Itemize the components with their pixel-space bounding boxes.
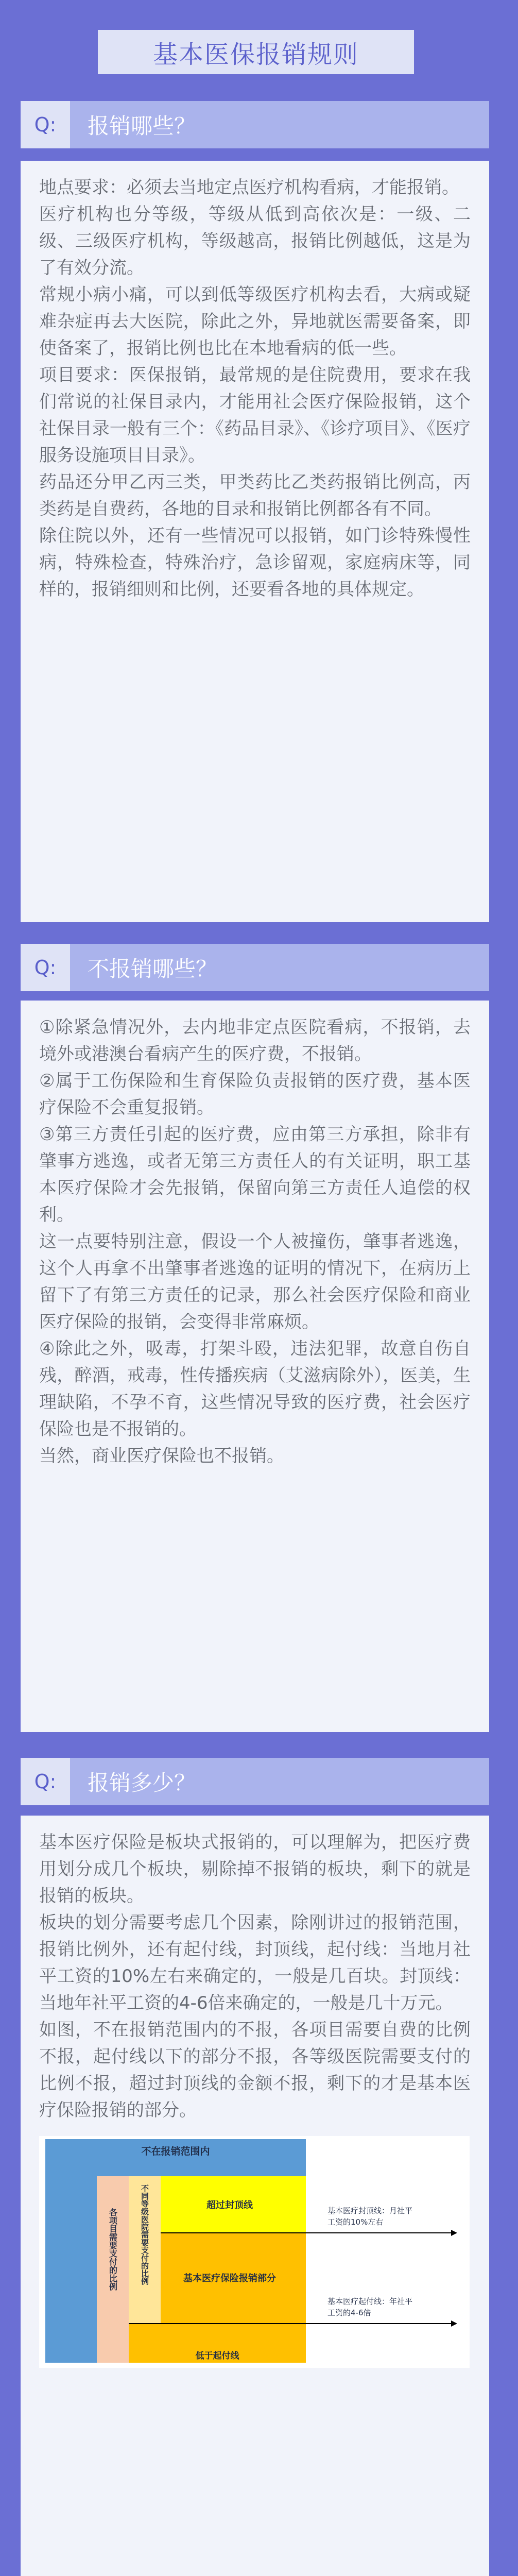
answer-paragraph: ④除此之外，吸毒，打架斗殴，违法犯罪，故意自伤自残，醉酒，戒毒，性传播疾病（艾滋病除外），医美，生理缺陷，不孕不育，这些情况导致的医疗费，社会医疗保险也是不报销的。: [39, 1338, 471, 1439]
question-heading: 报销哪些？: [88, 113, 196, 139]
answer-paragraph: 除住院以外，还有一些情况可以报销，如门诊特殊慢性病，特殊检查，特殊治疗，急诊留观，家庭病床等，同样的，报销细则和比例，还要看各地的具体规定。: [39, 526, 471, 600]
cap-note: 基本医疗封顶线：月社平工资的10%左右: [327, 2206, 413, 2227]
question-bar-3: [21, 1758, 489, 1805]
answer-paragraph: 当然，商业医疗保险也不报销。: [39, 1446, 284, 1466]
q-badge: Q:: [21, 1758, 70, 1805]
diagram-mid-label: 不同等级医院需要支付的比例: [140, 2184, 149, 2285]
diagram-over-cap-label: 超过封顶线: [206, 2200, 253, 2211]
answer-paragraph: 项目要求：医保报销，最常规的是住院费用，要求在我们常说的社保目录内，才能用社会医疗保险报销，这个社保目录一般有三个：《药品目录》、《诊疗项目》、《医疗服务设施项目目录》。: [39, 365, 471, 466]
answer-paragraph: ③第三方责任引起的医疗费，应由第三方承担，除非有肇事方逃逸，或者无第三方责任人的有关证明，职工基本医疗保险才会先报销，保留向第三方责任人追偿的权利。: [39, 1124, 471, 1225]
answer-box-3: [21, 1816, 489, 2576]
answer-paragraph: 如图，不在报销范围内的不报，各项目需要自费的比例不报，起付线以下的部分不报，各等级医院需要支付的比例不报，超过封顶线的金额不报，剩下的才是基本医疗保险报销的部分。: [39, 2020, 471, 2121]
answer-paragraph: 这一点要特别注意，假设一个人被撞伤，肇事者逃逸，这个人再拿不出肇事者逃逸的证明的情况下，在病历上留下了有第三方责任的记录，那么社会医疗保险和商业医疗保险的报销，会变得非常麻烦。: [39, 1231, 471, 1332]
question-bar-1: [21, 101, 489, 148]
threshold-note: 基本医疗起付线：年社平工资的4-6倍: [327, 2297, 413, 2317]
answer-paragraph: 药品还分甲乙丙三类，甲类药比乙类药报销比例高，丙类药是自费药，各地的目录和报销比例都各有不同。: [39, 472, 471, 519]
page-title: 基本医保报销规则: [98, 30, 414, 74]
answer-paragraph: 常规小病小痛，可以到低等级医疗机构去看，大病或疑难杂症再去大医院，除此之外，异地就医需要备案，即使备案了，报销比例也比在本地看病的低一些。: [39, 284, 471, 359]
reimbursement-diagram: [39, 2136, 470, 2368]
answer-paragraph: 地点要求：必须去当地定点医疗机构看病，才能报销。: [39, 177, 459, 198]
question-heading: 报销多少？: [88, 1770, 196, 1795]
threshold-arrow-head: [451, 2320, 457, 2327]
answer-paragraph: 基本医疗保险是板块式报销的，可以理解为，把医疗费用划分成几个板块，剔除掉不报销的板块，剩下的就是报销的板块。: [39, 1832, 471, 1906]
diagram-below-threshold-label: 低于起付线: [195, 2351, 239, 2361]
q-badge: Q:: [21, 944, 70, 991]
answer-box-2: [21, 1001, 489, 1732]
answer-paragraph: ①除紧急情况外，去内地非定点医院看病，不报销，去境外或港澳台看病产生的医疗费，不报销。: [39, 1017, 471, 1064]
answer-paragraph: 医疗机构也分等级，等级从低到高依次是：一级、二级、三级医疗机构，等级越高，报销比例越低，这是为了有效分流。: [39, 204, 471, 278]
q-badge: Q:: [21, 101, 70, 148]
reimbursement-diagram-svg: [39, 2136, 470, 2368]
answer-box-1: [21, 161, 489, 922]
diagram-top-label: 不在报销范围内: [141, 2146, 210, 2157]
question-bar-2: [21, 944, 489, 991]
cap-arrow-head: [451, 2230, 457, 2236]
answer-paragraph: 板块的划分需要考虑几个因素，除刚讲过的报销范围，报销比例外，还有起付线，封顶线，起付线：当地月社平工资的10%左右来确定的，一般是几百块。封顶线：当地年社平工资的4-6倍来确定的，一般是几十万元。: [39, 1912, 471, 2013]
answer-paragraph: ②属于工伤保险和生育保险负责报销的医疗费，基本医疗保险不会重复报销。: [39, 1071, 471, 1118]
question-heading: 不报销哪些？: [88, 956, 218, 981]
diagram-left-label: 各项目需要支付的比例: [108, 2208, 118, 2291]
diagram-insured-label: 基本医疗保险报销部分: [183, 2273, 276, 2284]
